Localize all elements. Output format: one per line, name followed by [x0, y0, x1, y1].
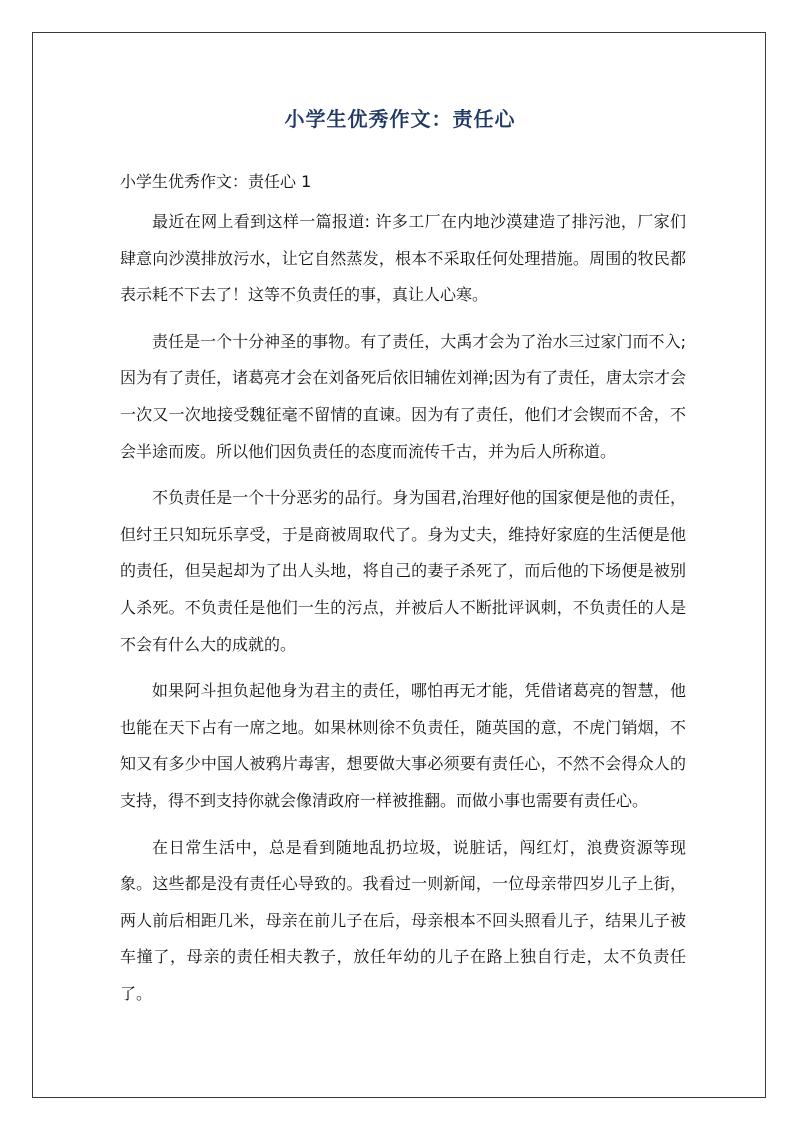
paragraph-5: 在日常生活中，总是看到随地乱扔垃圾，说脏话，闯红灯，浪费资源等现象。这些都是没有责任心导致的。我看过一则新闻，一位母亲带四岁儿子上街，两人前后相距几米，母亲在前儿子在后，母亲根本不回头照看儿子，结果儿子被车撞了，母亲的责任相夫教子，放任年幼的儿子在路上独自行走，太不负责任了。: [120, 837, 686, 1003]
paragraph-2: 责任是一个十分神圣的事物。有了责任，大禹才会为了治水三过家门而不入;因为有了责任，诸葛亮才会在刘备死后依旧辅佐刘禅;因为有了责任，唐太宗才会一次又一次地接受魏征毫不留情的直谏。因为有了责任，他们才会锲而不舍，不会半途而废。所以他们因负责任的态度而流传千古，并为后人所称道。: [120, 331, 686, 461]
document-title: 小学生优秀作文：责任心: [284, 107, 516, 131]
document-subtitle: 小学生优秀作文：责任心 1: [120, 172, 312, 191]
paragraph-1: 最近在网上看到这样一篇报道: 许多工厂在内地沙漠建造了排污池，厂家们肆意向沙漠排放污水，让它自然蒸发，根本不采取任何处理措施。周围的牧民都表示耗不下去了！这等不负责任的事，真让人心寒。: [120, 212, 686, 305]
paragraph-4: 如果阿斗担负起他身为君主的责任，哪怕再无才能，凭借诸葛亮的智慧，他也能在天下占有一席之地。如果林则徐不负责任，随英国的意，不虎门销烟，不知又有多少中国人被鸦片毒害，想要做大事必须要有责任心，不然不会得众人的支持，得不到支持你就会像清政府一样被推翻。而做小事也需要有责任心。: [120, 681, 686, 810]
document-body: [120, 204, 686, 1022]
paragraph-3: 不负责任是一个十分恶劣的品行。身为国君,治理好他的国家便是他的责任，但纣王只知玩乐享受，于是商被周取代了。身为丈夫，维持好家庭的生活便是他的责任，但吴起却为了出人头地，将自己的妻子杀死了，而后他的下场便是被别人杀死。不负责任是他们一生的污点，并被后人不断批评讽刺，不负责任的人是不会有什么大的成就的。: [120, 488, 686, 654]
